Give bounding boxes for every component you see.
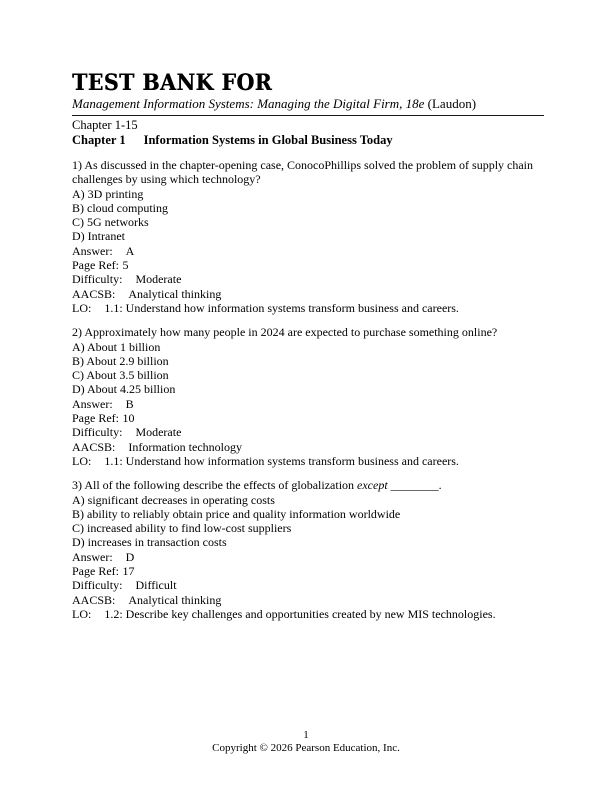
book-subtitle [72,96,544,116]
choice-line: B) About 2.9 billion [72,353,169,368]
answer-line-label: Answer: [72,549,113,564]
question-list [72,158,544,621]
page-ref-line-value: 17 [122,564,135,579]
book-author-suffix: (Laudon) [424,96,477,111]
page-ref-line-value: 10 [122,411,135,426]
doc-title: TEST BANK FOR [72,70,273,96]
lo-line-value: 1.2: Describe key challenges and opportunities created by new MIS technologies. [104,606,496,621]
choice-line: C) increased ability to find low-cost suppliers [72,521,292,536]
answer-line-label: Answer: [72,243,113,258]
aacsb-line-value: Information technology [128,439,242,454]
answer-line-label: Answer: [72,396,113,411]
lo-line [72,454,544,468]
difficulty-line [72,425,544,439]
lo-line [72,607,544,621]
choice-line: A) significant decreases in operating costs [72,492,275,507]
aacsb-line [72,440,544,454]
choice-line: A) About 1 billion [72,339,161,354]
lo-line-label: LO: [72,300,92,315]
choice-line: D) Intranet [72,229,125,244]
chapter-heading-label: Chapter 1 [72,133,126,147]
stem-text-segment: 2) Approximately how many people in 2024 are expected to purchase something online? [72,325,498,340]
answer-line [72,550,544,564]
difficulty-line-value: Difficult [135,578,177,593]
stem-text-segment: 3) All of the following describe the effects of globalization [72,478,358,493]
choice-line: B) cloud computing [72,200,168,215]
page-number: 1 [303,729,309,741]
aacsb-line-label: AACSB: [72,286,116,301]
lo-line-label: LO: [72,606,92,621]
answer-line [72,397,544,411]
stem-text-segment: 1) As discussed in the chapter-opening case, ConocoPhillips solved the problem of supply chain [72,158,534,172]
aacsb-line-label: AACSB: [72,439,116,454]
difficulty-line-label: Difficulty: [72,578,123,593]
choice-line: A) 3D printing [72,186,144,201]
lo-line [72,301,544,315]
chapter-heading-title: Information Systems in Global Business Today [143,133,393,147]
difficulty-line-value: Moderate [135,425,182,440]
answer-line [72,244,544,258]
page-ref-line-label: Page Ref: [72,411,119,426]
answer-line-value: B [125,396,134,411]
aacsb-line [72,593,544,607]
stem-italic-segment: except [357,478,388,493]
chapter-range: Chapter 1-15 [72,118,138,132]
lo-line-label: LO: [72,453,92,468]
stem-text-segment: challenges by using which technology? [72,172,261,187]
page-ref-line-label: Page Ref: [72,564,119,579]
choice-line: B) ability to reliably obtain price and quality information worldwide [72,506,401,521]
page-ref-line [72,564,544,578]
page-ref-line-label: Page Ref: [72,258,119,273]
choice-line: D) increases in transaction costs [72,535,227,550]
question-block [72,325,544,468]
question-block [72,158,544,315]
page-ref-line-value: 5 [122,258,129,273]
page-ref-line [72,411,544,425]
page-footer [0,729,612,755]
answer-line-value: A [125,243,135,258]
question-stem [72,478,544,492]
difficulty-line-label: Difficulty: [72,272,123,287]
stem-text-segment: ________. [387,478,442,493]
choice-line: C) About 3.5 billion [72,368,169,383]
chapter-heading [72,133,544,148]
aacsb-line [72,287,544,301]
question-stem [72,158,544,187]
choice-line: C) 5G networks [72,215,149,230]
aacsb-line-value: Analytical thinking [128,286,222,301]
answer-line-value: D [125,549,135,564]
difficulty-line [72,272,544,286]
question-stem [72,325,544,339]
lo-line-value: 1.1: Understand how information systems transform business and careers. [104,300,459,315]
difficulty-line-value: Moderate [135,272,182,287]
difficulty-line-label: Difficulty: [72,425,123,440]
question-block [72,478,544,621]
choice-line: D) About 4.25 billion [72,382,176,397]
page-content [72,70,544,631]
copyright-line: Copyright © 2026 Pearson Education, Inc. [212,742,400,754]
page-ref-line [72,258,544,272]
book-title-italic: Management Information Systems: Managing the Digital Firm, 18e [72,96,425,111]
aacsb-line-value: Analytical thinking [128,592,222,607]
difficulty-line [72,578,544,592]
aacsb-line-label: AACSB: [72,592,116,607]
lo-line-value: 1.1: Understand how information systems transform business and careers. [104,453,459,468]
